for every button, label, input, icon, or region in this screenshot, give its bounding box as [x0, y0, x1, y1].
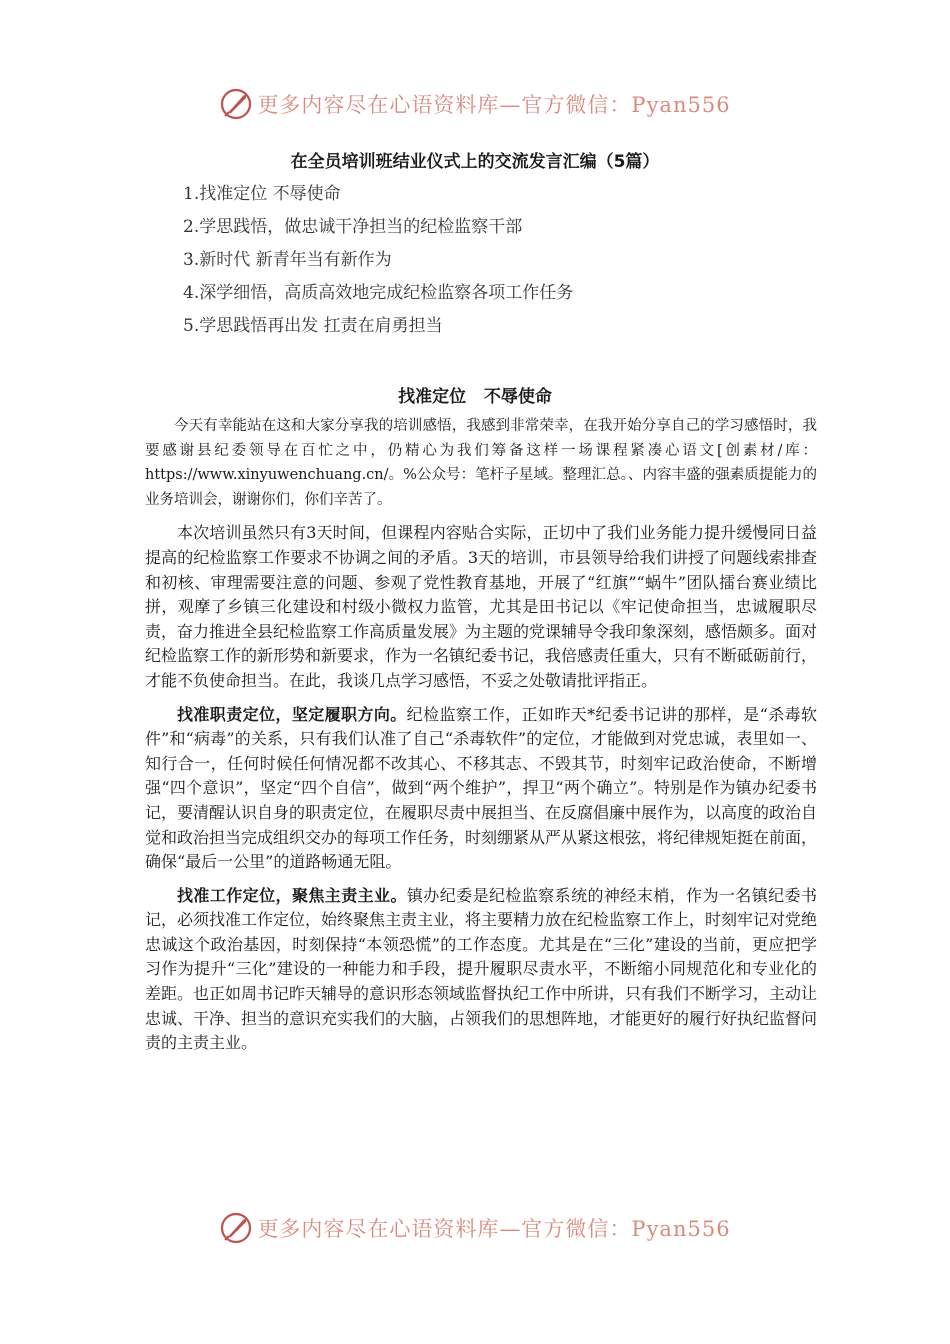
paragraph-text: 今天有幸能站在这和大家分享我的培训感悟，我感到非常荣幸，在我开始分享自己的学习感悟时，我要感谢县纪委领导在百忙之中，仍精心为我们筹备这样一场课程紧凑心语文[创素材/库：https://www.xinyuwenchuang.cn/。%公众号：笔杆子星域。整理汇总。、内容丰盛的强素质提能力的业务培训会，谢谢你们，你们辛苦了。	[145, 418, 817, 508]
paragraph	[145, 521, 817, 693]
paragraph-lead: 找准职责定位，坚定履职方向。	[177, 704, 407, 724]
paragraph	[145, 703, 817, 875]
toc-item: 2.学思践悟，做忠诚干净担当的纪检监察干部	[183, 217, 523, 237]
watermark-text: 更多内容尽在心语资料库—官方微信：Pyan556	[257, 93, 731, 117]
article-body	[145, 414, 817, 1056]
watermark-banner-top	[0, 84, 950, 124]
watermark-text: 更多内容尽在心语资料库—官方微信：Pyan556	[257, 1217, 731, 1241]
toc-item: 5.学思践悟再出发 扛责在肩勇担当	[183, 316, 443, 336]
toc-item: 4.深学细悟，高质高效地完成纪检监察各项工作任务	[183, 283, 574, 303]
paragraph-lead: 找准工作定位，聚焦主责主业。	[177, 885, 407, 905]
table-of-contents	[183, 178, 573, 343]
toc-item: 1.找准定位 不辱使命	[183, 184, 341, 204]
watermark-banner-bottom	[0, 1208, 950, 1248]
section-title: 找准定位 不辱使命	[398, 387, 552, 407]
paragraph-text: 本次培训虽然只有3天时间，但课程内容贴合实际，正切中了我们业务能力提升缓慢同日益提高的纪检监察工作要求不协调之间的矛盾。3天的培训，市县领导给我们讲授了问题线索排查和初核、审理需要注意的问题、参观了党性教育基地，开展了“红旗”“蜗牛”团队擂台赛业绩比拼，观摩了乡镇三化建设和村级小微权力监管，尤其是田书记以《牢记使命担当，忠诚履职尽责，奋力推进全县纪检监察工作高质量发展》为主题的党课辅导令我印象深刻，感悟颇多。面对纪检监察工作的新形势和新要求，作为一名镇纪委书记，我倍感责任重大，只有不断砥砺前行，才能不负使命担当。在此，我谈几点学习感悟，不妥之处敬请批评指正。	[145, 523, 818, 690]
document-title: 在全员培训班结业仪式上的交流发言汇编（5篇）	[290, 152, 660, 172]
paragraph-text: 镇办纪委是纪检监察系统的神经末梢，作为一名镇纪委书记，必须找准工作定位，始终聚焦主责主业，将主要精力放在纪检监察工作上，时刻牢记对党绝忠诚这个政治基因，时刻保持“本领恐慌”的工作态度。尤其是在“三化”建设的当前，更应把学习作为提升“三化”建设的一种能力和手段，提升履职尽责水平，不断缩小同规范化和专业化的差距。也正如周书记昨天辅导的意识形态领域监督执纪工作中所讲，只有我们不断学习，主动让忠诚、干净、担当的意识充实我们的大脑，占领我们的思想阵地，才能更好的履行好执纪监督问责的主责主业。	[145, 885, 818, 1053]
toc-item: 3.新时代 新青年当有新作为	[183, 250, 392, 270]
paragraph	[145, 884, 817, 1056]
quill-logo-icon	[219, 87, 253, 121]
paragraph	[145, 414, 817, 512]
quill-logo-icon	[219, 1211, 253, 1245]
paragraph-text: 纪检监察工作，正如昨天*纪委书记讲的那样，是“杀毒软件”和“病毒”的关系，只有我们认准了自己“杀毒软件”的定位，才能做到对党忠诚，表里如一、知行合一，任何时候任何情况都不改其心、不移其志、不毁其节，时刻牢记政治使命，不断增强“四个意识”，坚定“四个自信”，做到“两个维护”，捍卫“两个确立”。特别是作为镇办纪委书记，要清醒认识自身的职责定位，在履职尽责中展担当、在反腐倡廉中展作为，以高度的政治自觉和政治担当完成组织交办的每项工作任务，时刻绷紧从严从紧这根弦，将纪律规矩挺在前面，确保“最后一公里”的道路畅通无阻。	[145, 704, 818, 872]
